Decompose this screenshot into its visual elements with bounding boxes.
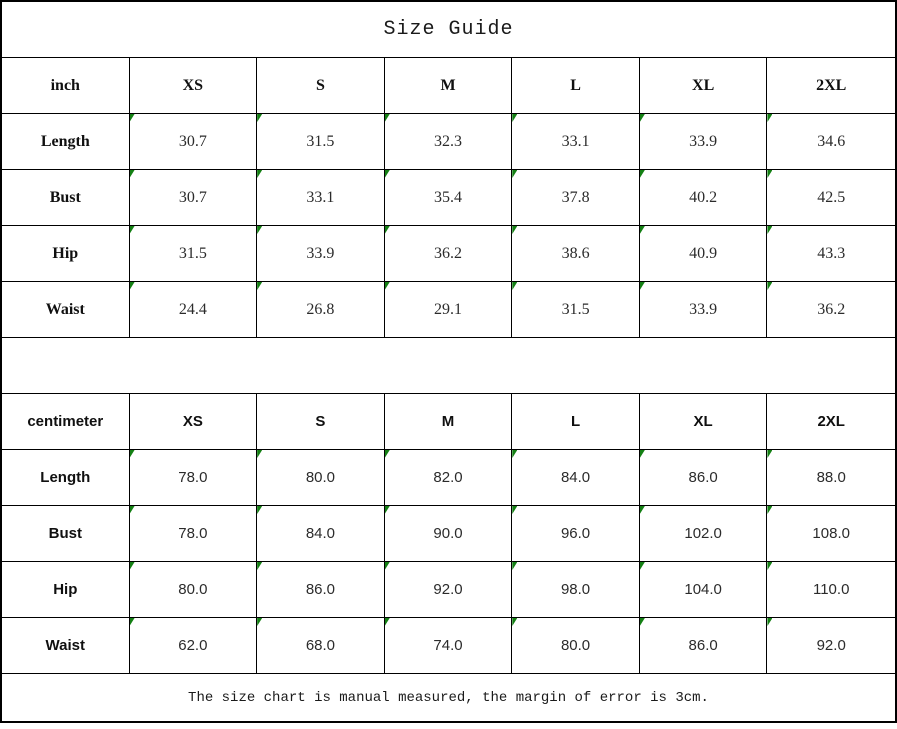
green-corner-flag-icon bbox=[512, 618, 517, 626]
green-corner-flag-icon bbox=[767, 450, 772, 458]
footer-note: The size chart is manual measured, the margin of error is 3cm. bbox=[188, 689, 709, 706]
value-cell-text: 33.9 bbox=[689, 300, 718, 318]
value-cell bbox=[512, 562, 640, 618]
value-cell bbox=[130, 506, 258, 562]
value-cell bbox=[767, 226, 895, 282]
inch-size-table bbox=[2, 58, 895, 338]
value-cell-text: 92.0 bbox=[433, 581, 463, 598]
size-header-cell-text: 2XL bbox=[817, 413, 845, 430]
size-header-cell-text: L bbox=[570, 413, 581, 430]
value-cell bbox=[257, 282, 385, 338]
size-header-cell bbox=[767, 394, 895, 450]
value-cell-text: 34.6 bbox=[817, 132, 846, 150]
value-cell-text: 68.0 bbox=[305, 637, 336, 654]
green-corner-flag-icon bbox=[385, 226, 390, 234]
green-corner-flag-icon bbox=[640, 170, 645, 178]
value-cell-text: 82.0 bbox=[433, 469, 463, 486]
size-header-cell bbox=[257, 58, 385, 114]
green-corner-flag-icon bbox=[130, 618, 135, 626]
value-cell bbox=[257, 170, 385, 226]
size-header-cell-text: S bbox=[315, 76, 325, 94]
value-cell-text: 40.2 bbox=[689, 188, 718, 206]
row-label-cell-text: Bust bbox=[49, 188, 81, 206]
value-cell-text: 30.7 bbox=[178, 188, 207, 206]
footer-row bbox=[2, 674, 895, 721]
value-cell bbox=[767, 282, 895, 338]
value-cell bbox=[512, 114, 640, 170]
value-cell bbox=[512, 618, 640, 674]
value-cell bbox=[640, 562, 768, 618]
unit-header-cell bbox=[2, 58, 130, 114]
green-corner-flag-icon bbox=[767, 170, 772, 178]
value-cell-text: 35.4 bbox=[433, 188, 462, 206]
green-corner-flag-icon bbox=[640, 282, 645, 290]
value-cell bbox=[130, 562, 258, 618]
row-label-cell bbox=[2, 562, 130, 618]
value-cell bbox=[640, 450, 768, 506]
title-row bbox=[2, 2, 895, 58]
value-cell-text: 88.0 bbox=[816, 469, 846, 486]
value-cell-text: 42.5 bbox=[817, 188, 846, 206]
value-cell-text: 33.1 bbox=[306, 188, 335, 206]
value-cell-text: 104.0 bbox=[684, 581, 722, 598]
green-corner-flag-icon bbox=[512, 282, 517, 290]
value-cell-text: 31.5 bbox=[306, 132, 335, 150]
value-cell bbox=[385, 170, 513, 226]
row-label-cell-text: Waist bbox=[45, 300, 85, 318]
green-corner-flag-icon bbox=[767, 562, 772, 570]
size-header-cell-text: M bbox=[440, 76, 456, 94]
value-cell bbox=[257, 562, 385, 618]
green-corner-flag-icon bbox=[385, 170, 390, 178]
value-cell bbox=[512, 170, 640, 226]
green-corner-flag-icon bbox=[385, 618, 390, 626]
green-corner-flag-icon bbox=[512, 114, 517, 122]
size-header-cell-text: L bbox=[570, 76, 581, 94]
value-cell-text: 102.0 bbox=[684, 525, 722, 542]
row-label-cell bbox=[2, 506, 130, 562]
value-cell-text: 86.0 bbox=[688, 469, 718, 486]
size-header-cell bbox=[257, 394, 385, 450]
unit-header-cell-text: centimeter bbox=[27, 413, 104, 430]
size-header-cell bbox=[385, 394, 513, 450]
green-corner-flag-icon bbox=[130, 226, 135, 234]
value-cell bbox=[130, 114, 258, 170]
value-cell-text: 74.0 bbox=[433, 637, 463, 654]
value-cell bbox=[767, 450, 895, 506]
green-corner-flag-icon bbox=[257, 114, 262, 122]
value-cell bbox=[130, 618, 258, 674]
value-cell bbox=[257, 114, 385, 170]
green-corner-flag-icon bbox=[767, 506, 772, 514]
value-cell bbox=[385, 450, 513, 506]
green-corner-flag-icon bbox=[640, 226, 645, 234]
value-cell bbox=[767, 114, 895, 170]
row-label-cell-text: Waist bbox=[45, 637, 85, 654]
size-header-cell bbox=[640, 58, 768, 114]
value-cell bbox=[767, 170, 895, 226]
value-cell bbox=[385, 226, 513, 282]
green-corner-flag-icon bbox=[640, 618, 645, 626]
green-corner-flag-icon bbox=[512, 506, 517, 514]
green-corner-flag-icon bbox=[257, 282, 262, 290]
value-cell bbox=[257, 506, 385, 562]
centimeter-size-table bbox=[2, 394, 895, 674]
green-corner-flag-icon bbox=[257, 562, 262, 570]
green-corner-flag-icon bbox=[385, 114, 390, 122]
size-header-cell bbox=[130, 394, 258, 450]
value-cell bbox=[640, 618, 768, 674]
green-corner-flag-icon bbox=[130, 562, 135, 570]
size-header-cell bbox=[130, 58, 258, 114]
value-cell-text: 33.1 bbox=[561, 132, 590, 150]
size-header-cell bbox=[512, 58, 640, 114]
value-cell-text: 78.0 bbox=[178, 525, 208, 542]
green-corner-flag-icon bbox=[385, 506, 390, 514]
value-cell bbox=[767, 562, 895, 618]
row-label-cell-text: Length bbox=[40, 469, 91, 486]
value-cell-text: 80.0 bbox=[560, 637, 591, 654]
green-corner-flag-icon bbox=[130, 282, 135, 290]
green-corner-flag-icon bbox=[130, 506, 135, 514]
green-corner-flag-icon bbox=[767, 618, 772, 626]
value-cell bbox=[512, 282, 640, 338]
row-label-cell-text: Hip bbox=[53, 581, 78, 598]
size-header-cell bbox=[640, 394, 768, 450]
green-corner-flag-icon bbox=[640, 562, 645, 570]
green-corner-flag-icon bbox=[512, 226, 517, 234]
green-corner-flag-icon bbox=[130, 170, 135, 178]
green-corner-flag-icon bbox=[257, 170, 262, 178]
value-cell bbox=[130, 282, 258, 338]
value-cell-text: 36.2 bbox=[433, 244, 462, 262]
value-cell-text: 40.9 bbox=[689, 244, 718, 262]
green-corner-flag-icon bbox=[512, 170, 517, 178]
value-cell-text: 31.5 bbox=[178, 244, 207, 262]
value-cell-text: 38.6 bbox=[561, 244, 590, 262]
value-cell-text: 86.0 bbox=[305, 581, 336, 598]
size-header-cell-text: XL bbox=[693, 413, 713, 430]
value-cell-text: 37.8 bbox=[561, 188, 590, 206]
unit-header-cell bbox=[2, 394, 130, 450]
green-corner-flag-icon bbox=[257, 226, 262, 234]
value-cell-text: 78.0 bbox=[178, 469, 208, 486]
green-corner-flag-icon bbox=[767, 114, 772, 122]
value-cell bbox=[385, 114, 513, 170]
value-cell-text: 110.0 bbox=[812, 581, 850, 598]
value-cell-text: 98.0 bbox=[560, 581, 591, 598]
value-cell bbox=[130, 450, 258, 506]
value-cell bbox=[512, 506, 640, 562]
value-cell bbox=[385, 618, 513, 674]
size-header-cell bbox=[385, 58, 513, 114]
green-corner-flag-icon bbox=[257, 506, 262, 514]
page-title: Size Guide bbox=[383, 18, 514, 41]
green-corner-flag-icon bbox=[512, 562, 517, 570]
value-cell bbox=[640, 170, 768, 226]
value-cell-text: 43.3 bbox=[817, 244, 846, 262]
green-corner-flag-icon bbox=[130, 450, 135, 458]
row-label-cell bbox=[2, 226, 130, 282]
value-cell bbox=[130, 170, 258, 226]
row-label-cell bbox=[2, 114, 130, 170]
value-cell-text: 30.7 bbox=[178, 132, 207, 150]
value-cell bbox=[640, 282, 768, 338]
value-cell-text: 26.8 bbox=[306, 300, 335, 318]
green-corner-flag-icon bbox=[130, 114, 135, 122]
row-label-cell bbox=[2, 450, 130, 506]
value-cell-text: 33.9 bbox=[689, 132, 718, 150]
row-label-cell-text: Bust bbox=[48, 525, 82, 542]
value-cell bbox=[385, 562, 513, 618]
green-corner-flag-icon bbox=[767, 282, 772, 290]
value-cell-text: 86.0 bbox=[688, 637, 718, 654]
value-cell-text: 90.0 bbox=[433, 525, 463, 542]
value-cell bbox=[385, 282, 513, 338]
value-cell bbox=[257, 226, 385, 282]
value-cell-text: 80.0 bbox=[305, 469, 336, 486]
value-cell bbox=[512, 450, 640, 506]
row-label-cell-text: Hip bbox=[52, 244, 79, 262]
value-cell-text: 84.0 bbox=[560, 469, 591, 486]
green-corner-flag-icon bbox=[385, 450, 390, 458]
value-cell bbox=[640, 114, 768, 170]
value-cell-text: 62.0 bbox=[178, 637, 208, 654]
value-cell bbox=[385, 506, 513, 562]
row-label-cell bbox=[2, 170, 130, 226]
size-header-cell-text: XS bbox=[182, 76, 204, 94]
value-cell bbox=[130, 226, 258, 282]
size-header-cell bbox=[512, 394, 640, 450]
green-corner-flag-icon bbox=[640, 450, 645, 458]
size-header-cell-text: S bbox=[315, 413, 326, 430]
value-cell-text: 92.0 bbox=[816, 637, 846, 654]
size-header-cell-text: 2XL bbox=[816, 76, 847, 94]
size-header-cell-text: XL bbox=[692, 76, 715, 94]
unit-header-cell-text: inch bbox=[50, 76, 80, 94]
green-corner-flag-icon bbox=[640, 114, 645, 122]
value-cell bbox=[767, 506, 895, 562]
value-cell bbox=[767, 618, 895, 674]
value-cell-text: 96.0 bbox=[560, 525, 591, 542]
value-cell-text: 33.9 bbox=[306, 244, 335, 262]
green-corner-flag-icon bbox=[640, 506, 645, 514]
size-header-cell-text: XS bbox=[182, 413, 203, 430]
green-corner-flag-icon bbox=[385, 282, 390, 290]
value-cell-text: 24.4 bbox=[178, 300, 207, 318]
value-cell-text: 84.0 bbox=[305, 525, 336, 542]
value-cell-text: 32.3 bbox=[433, 132, 462, 150]
green-corner-flag-icon bbox=[512, 450, 517, 458]
value-cell bbox=[257, 618, 385, 674]
value-cell bbox=[640, 506, 768, 562]
value-cell-text: 80.0 bbox=[178, 581, 208, 598]
size-header-cell bbox=[767, 58, 895, 114]
value-cell-text: 31.5 bbox=[561, 300, 590, 318]
value-cell-text: 108.0 bbox=[812, 525, 850, 542]
value-cell bbox=[512, 226, 640, 282]
green-corner-flag-icon bbox=[257, 618, 262, 626]
size-header-cell-text: M bbox=[441, 413, 455, 430]
value-cell bbox=[640, 226, 768, 282]
value-cell-text: 29.1 bbox=[433, 300, 462, 318]
spacer-row bbox=[2, 338, 895, 394]
row-label-cell bbox=[2, 618, 130, 674]
green-corner-flag-icon bbox=[767, 226, 772, 234]
green-corner-flag-icon bbox=[257, 450, 262, 458]
green-corner-flag-icon bbox=[385, 562, 390, 570]
row-label-cell-text: Length bbox=[40, 132, 90, 150]
value-cell bbox=[257, 450, 385, 506]
row-label-cell bbox=[2, 282, 130, 338]
value-cell-text: 36.2 bbox=[817, 300, 846, 318]
